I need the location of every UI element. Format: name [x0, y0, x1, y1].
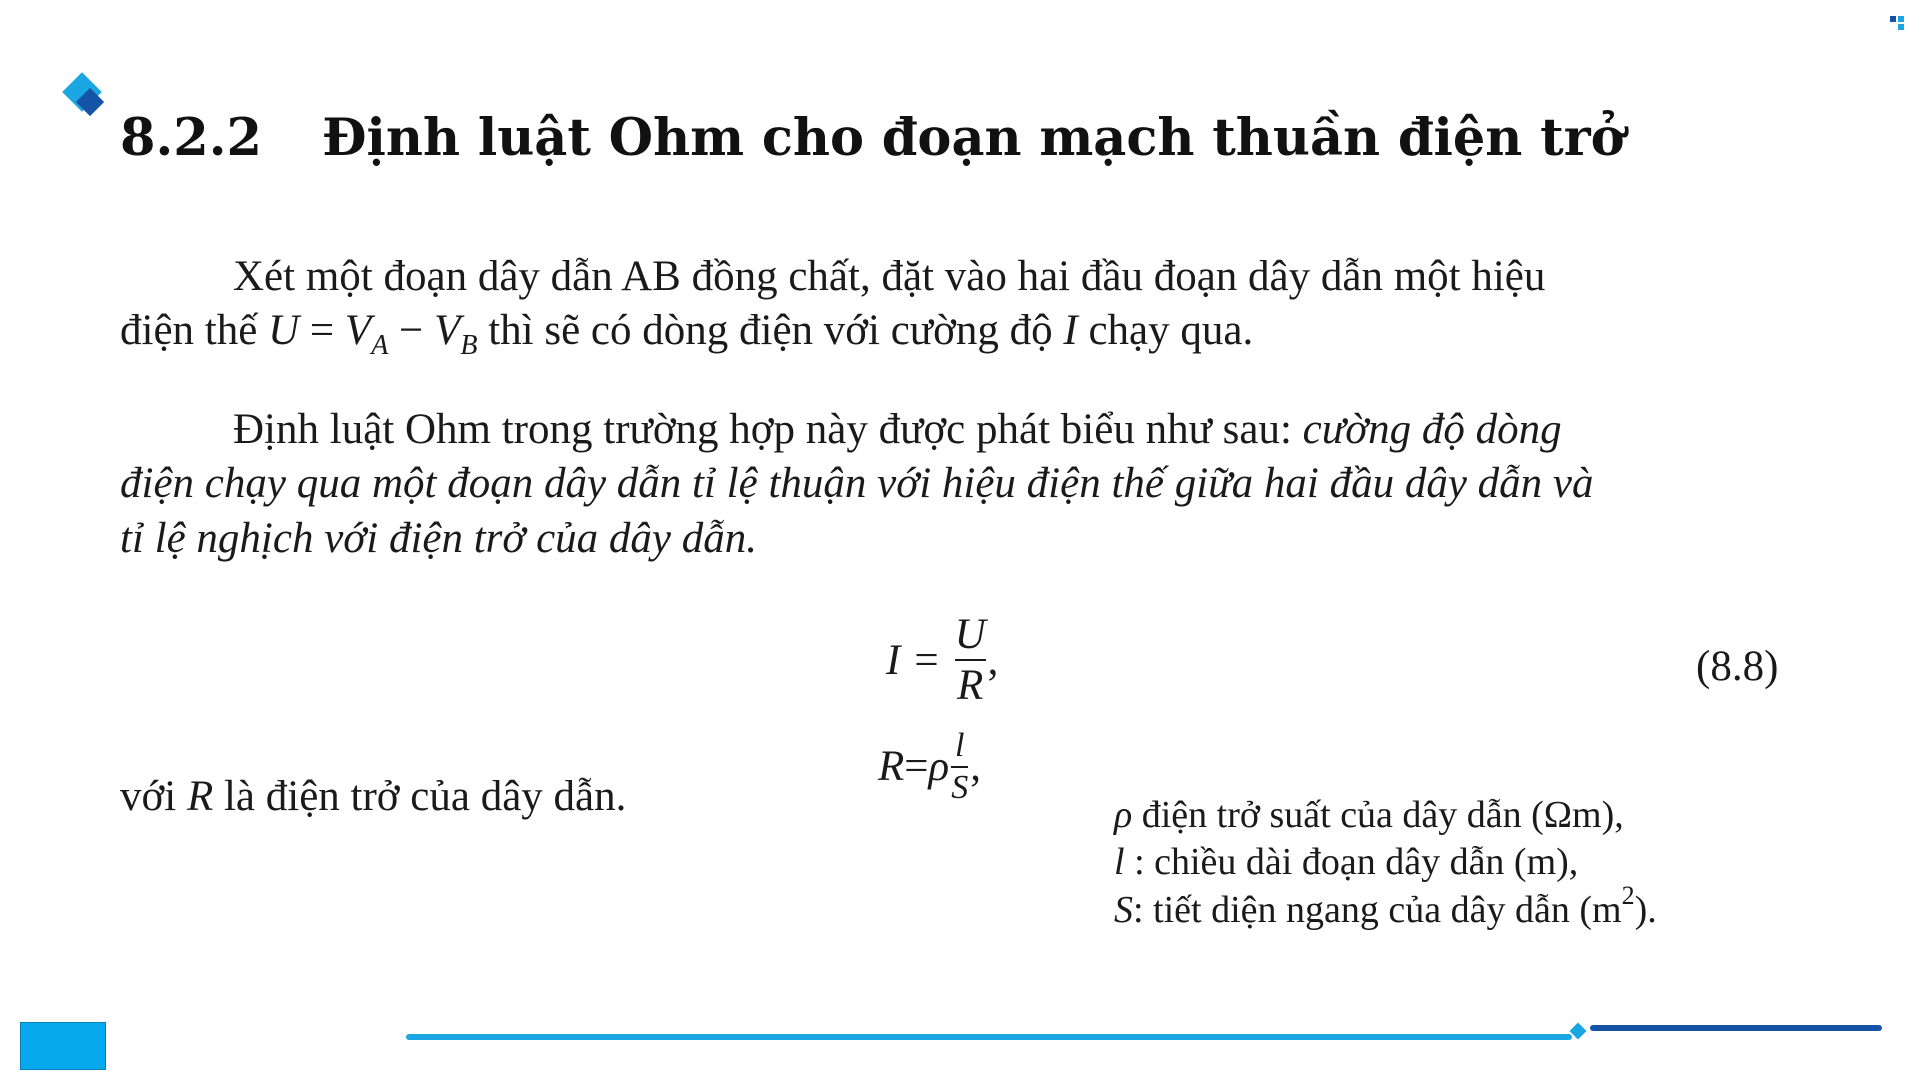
fraction-u-over-r: $\frac{U}{R}$ — [954, 611, 986, 710]
section-title: Định luật Ohm cho đoạn mạch thuần điện trở — [321, 108, 1625, 168]
paragraph2-line3: tỉ lệ nghịch với điện trở của dây dẫn. — [120, 515, 758, 562]
paragraph1-line1: Xét một đoạn dây dẫn AB đồng chất, đặt vào hai đầu đoạn dây dẫn một hiệu — [233, 253, 1546, 300]
legend-l: l : chiều dài đoạn dây dẫn (m), — [1114, 841, 1579, 883]
resistance-note: với R là điện trở của dây dẫn. — [120, 773, 627, 820]
section-heading — [120, 108, 1625, 168]
footer-box — [20, 1022, 106, 1070]
current-symbol: I — [1063, 307, 1078, 354]
voltage-symbol: U — [268, 307, 300, 354]
footer-diamond-icon — [1570, 1023, 1587, 1040]
equation-resistance: R = ρ $\frac{l}{S}$ , — [878, 727, 981, 806]
paragraph1-line2: điện thế $U = V_A - V_B$ thì sẽ có dòng điện với cường độ I chạy qua. — [120, 307, 1254, 361]
legend-s: S: tiết diện ngang của dây dẫn $(m^2)$. — [1114, 881, 1657, 931]
footer-line-dark — [1590, 1025, 1882, 1031]
section-number: 8.2.2 — [120, 108, 262, 168]
fraction-l-over-s: $\frac{l}{S}$ — [951, 727, 969, 806]
legend-rho: ρ điện trở suất của dây dẫn (Ωm), — [1114, 794, 1624, 836]
diamond-logo-icon — [58, 72, 110, 124]
paragraph2-line1: Định luật Ohm trong trường hợp này được phát biểu như sau: cường độ dòng — [233, 406, 1562, 453]
corner-squares-icon — [1890, 16, 1912, 34]
equation-ohm: I = $\frac{U}{R}$ , — [886, 611, 999, 710]
paragraph2-line2: điện chạy qua một đoạn dây dẫn tỉ lệ thuận với hiệu điện thế giữa hai đầu dây dẫn và — [120, 460, 1594, 507]
footer-line-light — [406, 1034, 1572, 1040]
equation-number: (8.8) — [1696, 643, 1779, 690]
